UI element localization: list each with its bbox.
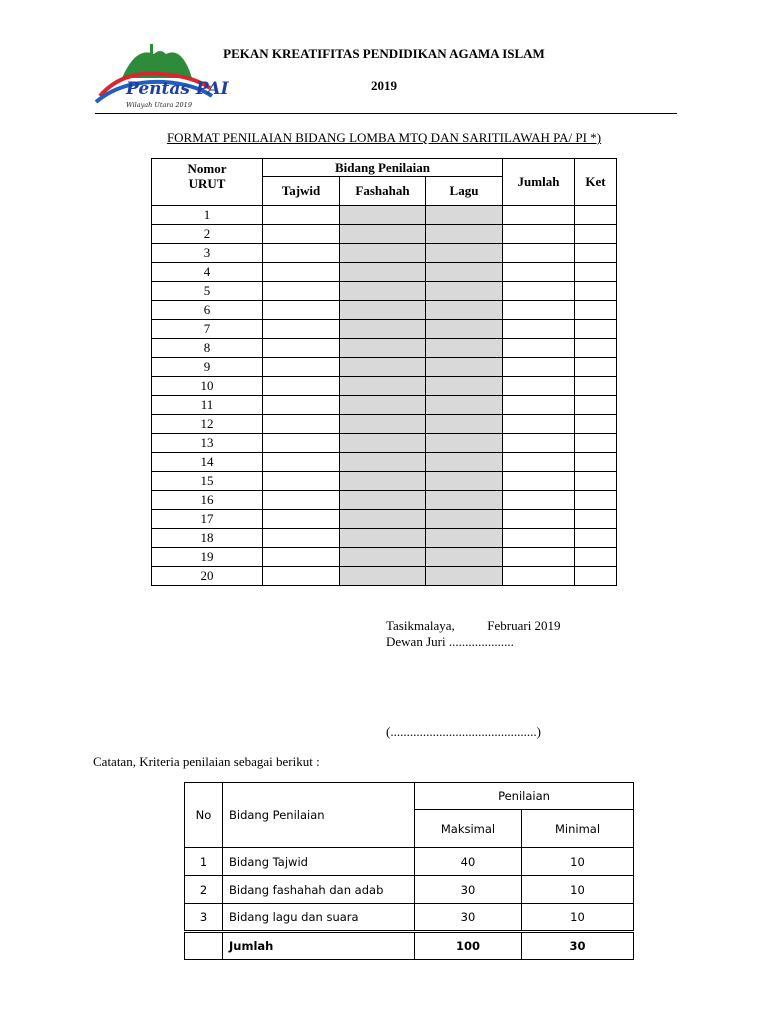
table-row — [152, 472, 617, 491]
cell-ket[interactable] — [575, 415, 617, 434]
cell-ket[interactable] — [575, 529, 617, 548]
cell-ket[interactable] — [575, 339, 617, 358]
table-row — [152, 567, 617, 586]
cell-tajwid[interactable] — [263, 434, 340, 453]
row-number: 9 — [152, 358, 263, 377]
row-number: 3 — [152, 244, 263, 263]
form-title — [0, 130, 768, 146]
cell-jumlah[interactable] — [503, 377, 575, 396]
cell-tajwid[interactable] — [263, 491, 340, 510]
crit-min: 10 — [522, 848, 634, 876]
row-number: 13 — [152, 434, 263, 453]
col-tajwid: Tajwid — [263, 177, 340, 206]
cell-tajwid[interactable] — [263, 320, 340, 339]
signature-place: Tasikmalaya, — [386, 618, 455, 633]
cell-tajwid[interactable] — [263, 548, 340, 567]
cell-ket[interactable] — [575, 491, 617, 510]
cell-ket[interactable] — [575, 510, 617, 529]
cell-ket[interactable] — [575, 282, 617, 301]
table-row — [152, 320, 617, 339]
cell-jumlah[interactable] — [503, 434, 575, 453]
cell-fashahah[interactable] — [340, 206, 426, 225]
row-number: 8 — [152, 339, 263, 358]
crit-total-no — [185, 932, 223, 960]
crit-no: 3 — [185, 904, 223, 932]
cell-fashahah[interactable] — [340, 301, 426, 320]
cell-lagu[interactable] — [426, 510, 503, 529]
row-number: 16 — [152, 491, 263, 510]
cell-tajwid[interactable] — [263, 263, 340, 282]
cell-ket[interactable] — [575, 301, 617, 320]
cell-tajwid[interactable] — [263, 301, 340, 320]
crit-col-penilaian: Penilaian — [415, 783, 634, 810]
cell-jumlah[interactable] — [503, 529, 575, 548]
cell-fashahah[interactable] — [340, 320, 426, 339]
col-lagu: Lagu — [426, 177, 503, 206]
row-number: 12 — [152, 415, 263, 434]
table-row — [152, 206, 617, 225]
cell-fashahah[interactable] — [340, 244, 426, 263]
catatan-text: Catatan, Kriteria penilaian sebagai berikut : — [93, 754, 320, 769]
crit-col-minimal: Minimal — [522, 810, 634, 848]
crit-min: 10 — [522, 904, 634, 932]
row-number: 18 — [152, 529, 263, 548]
header-title: PEKAN KREATIFITAS PENDIDIKAN AGAMA ISLAM — [223, 46, 545, 61]
row-number: 11 — [152, 396, 263, 415]
col-nomor-urut — [152, 159, 263, 206]
cell-fashahah[interactable] — [340, 396, 426, 415]
cell-lagu[interactable] — [426, 206, 503, 225]
row-number: 14 — [152, 453, 263, 472]
cell-lagu[interactable] — [426, 548, 503, 567]
row-number: 17 — [152, 510, 263, 529]
crit-bidang: Bidang Tajwid — [223, 848, 415, 876]
cell-fashahah[interactable] — [340, 548, 426, 567]
cell-fashahah[interactable] — [340, 567, 426, 586]
row-number: 6 — [152, 301, 263, 320]
cell-jumlah[interactable] — [503, 206, 575, 225]
cell-ket[interactable] — [575, 396, 617, 415]
cell-fashahah[interactable] — [340, 415, 426, 434]
cell-jumlah[interactable] — [503, 263, 575, 282]
table-row — [152, 396, 617, 415]
row-number: 7 — [152, 320, 263, 339]
cell-fashahah[interactable] — [340, 529, 426, 548]
cell-lagu[interactable] — [426, 529, 503, 548]
cell-jumlah[interactable] — [503, 548, 575, 567]
cell-ket[interactable] — [575, 320, 617, 339]
row-number: 20 — [152, 567, 263, 586]
cell-tajwid[interactable] — [263, 377, 340, 396]
cell-jumlah[interactable] — [503, 510, 575, 529]
row-number: 2 — [152, 225, 263, 244]
crit-col-maksimal: Maksimal — [415, 810, 522, 848]
table-row — [152, 301, 617, 320]
row-number: 5 — [152, 282, 263, 301]
cell-ket[interactable] — [575, 244, 617, 263]
cell-lagu[interactable] — [426, 358, 503, 377]
cell-jumlah[interactable] — [503, 396, 575, 415]
cell-tajwid[interactable] — [263, 415, 340, 434]
cell-lagu[interactable] — [426, 453, 503, 472]
table-row — [152, 377, 617, 396]
criteria-table-body — [185, 848, 634, 932]
row-number: 19 — [152, 548, 263, 567]
row-number: 10 — [152, 377, 263, 396]
crit-col-bidang: Bidang Penilaian — [223, 783, 415, 848]
cell-jumlah[interactable] — [503, 472, 575, 491]
cell-ket[interactable] — [575, 377, 617, 396]
cell-tajwid[interactable] — [263, 339, 340, 358]
cell-lagu[interactable] — [426, 567, 503, 586]
signature-name-line: (.............................................) — [386, 724, 541, 739]
cell-tajwid[interactable] — [263, 567, 340, 586]
signature-jury: Dewan Juri .................... — [386, 634, 514, 649]
cell-lagu[interactable] — [426, 396, 503, 415]
header-year: 2019 — [371, 78, 397, 93]
cell-ket[interactable] — [575, 225, 617, 244]
cell-fashahah[interactable] — [340, 282, 426, 301]
header-divider — [95, 113, 677, 114]
cell-lagu[interactable] — [426, 415, 503, 434]
table-row — [185, 876, 634, 904]
table-row — [185, 904, 634, 932]
col-bidang-penilaian: Bidang Penilaian — [263, 159, 503, 177]
table-row — [152, 282, 617, 301]
row-number: 1 — [152, 206, 263, 225]
cell-jumlah[interactable] — [503, 244, 575, 263]
cell-fashahah[interactable] — [340, 510, 426, 529]
cell-ket[interactable] — [575, 263, 617, 282]
svg-text:Pentas PAI: Pentas PAI — [126, 79, 229, 99]
table-row — [152, 529, 617, 548]
crit-min: 10 — [522, 876, 634, 904]
cell-fashahah[interactable] — [340, 491, 426, 510]
cell-tajwid[interactable] — [263, 472, 340, 491]
cell-fashahah[interactable] — [340, 263, 426, 282]
cell-lagu[interactable] — [426, 434, 503, 453]
crit-col-no: No — [185, 783, 223, 848]
cell-ket[interactable] — [575, 434, 617, 453]
table-row — [152, 263, 617, 282]
crit-total-label: Jumlah — [223, 932, 415, 960]
crit-maks: 30 — [415, 904, 522, 932]
cell-tajwid[interactable] — [263, 206, 340, 225]
cell-lagu[interactable] — [426, 301, 503, 320]
cell-ket[interactable] — [575, 472, 617, 491]
table-row — [152, 244, 617, 263]
cell-jumlah[interactable] — [503, 301, 575, 320]
cell-fashahah[interactable] — [340, 434, 426, 453]
cell-fashahah[interactable] — [340, 358, 426, 377]
table-row — [152, 358, 617, 377]
col-jumlah: Jumlah — [503, 159, 575, 206]
cell-tajwid[interactable] — [263, 529, 340, 548]
cell-tajwid[interactable] — [263, 358, 340, 377]
svg-text:Wilayah Utara 2019: Wilayah Utara 2019 — [126, 101, 192, 109]
cell-lagu[interactable] — [426, 282, 503, 301]
cell-tajwid[interactable] — [263, 225, 340, 244]
score-table — [151, 158, 617, 586]
cell-jumlah[interactable] — [503, 320, 575, 339]
row-number: 15 — [152, 472, 263, 491]
table-row — [185, 848, 634, 876]
cell-jumlah[interactable] — [503, 415, 575, 434]
cell-lagu[interactable] — [426, 225, 503, 244]
cell-lagu[interactable] — [426, 339, 503, 358]
cell-fashahah[interactable] — [340, 377, 426, 396]
crit-total-maks: 100 — [415, 932, 522, 960]
cell-ket[interactable] — [575, 206, 617, 225]
crit-maks: 30 — [415, 876, 522, 904]
cell-jumlah[interactable] — [503, 491, 575, 510]
signature-date: Februari 2019 — [487, 618, 561, 633]
cell-jumlah[interactable] — [503, 339, 575, 358]
cell-tajwid[interactable] — [263, 396, 340, 415]
cell-ket[interactable] — [575, 453, 617, 472]
cell-fashahah[interactable] — [340, 225, 426, 244]
cell-ket[interactable] — [575, 548, 617, 567]
cell-lagu[interactable] — [426, 472, 503, 491]
col-nomor-label: Nomor — [187, 161, 227, 176]
cell-fashahah[interactable] — [340, 472, 426, 491]
crit-total-min: 30 — [522, 932, 634, 960]
cell-fashahah[interactable] — [340, 453, 426, 472]
cell-tajwid[interactable] — [263, 453, 340, 472]
cell-tajwid[interactable] — [263, 510, 340, 529]
cell-lagu[interactable] — [426, 244, 503, 263]
cell-tajwid[interactable] — [263, 282, 340, 301]
row-number: 4 — [152, 263, 263, 282]
criteria-table — [184, 782, 634, 960]
cell-lagu[interactable] — [426, 320, 503, 339]
cell-tajwid[interactable] — [263, 244, 340, 263]
form-title-text: FORMAT PENILAIAN BIDANG LOMBA MTQ DAN SARITILAWAH PA/ PI *) — [166, 130, 602, 145]
cell-fashahah[interactable] — [340, 339, 426, 358]
crit-bidang: Bidang lagu dan suara — [223, 904, 415, 932]
cell-jumlah[interactable] — [503, 282, 575, 301]
signature-place-date — [386, 618, 561, 634]
col-ket: Ket — [575, 159, 617, 206]
table-row — [152, 491, 617, 510]
cell-jumlah[interactable] — [503, 567, 575, 586]
crit-no: 2 — [185, 876, 223, 904]
crit-maks: 40 — [415, 848, 522, 876]
cell-ket[interactable] — [575, 358, 617, 377]
table-row — [152, 339, 617, 358]
cell-jumlah[interactable] — [503, 358, 575, 377]
cell-ket[interactable] — [575, 567, 617, 586]
crit-bidang: Bidang fashahah dan adab — [223, 876, 415, 904]
cell-lagu[interactable] — [426, 491, 503, 510]
table-row — [152, 225, 617, 244]
table-row — [152, 434, 617, 453]
cell-lagu[interactable] — [426, 263, 503, 282]
table-row — [152, 548, 617, 567]
score-table-body — [152, 206, 617, 586]
table-row — [152, 453, 617, 472]
col-fashahah: Fashahah — [340, 177, 426, 206]
table-row — [152, 510, 617, 529]
cell-lagu[interactable] — [426, 377, 503, 396]
col-urut-label: URUT — [188, 176, 226, 191]
crit-no: 1 — [185, 848, 223, 876]
cell-jumlah[interactable] — [503, 453, 575, 472]
cell-jumlah[interactable] — [503, 225, 575, 244]
table-row — [152, 415, 617, 434]
